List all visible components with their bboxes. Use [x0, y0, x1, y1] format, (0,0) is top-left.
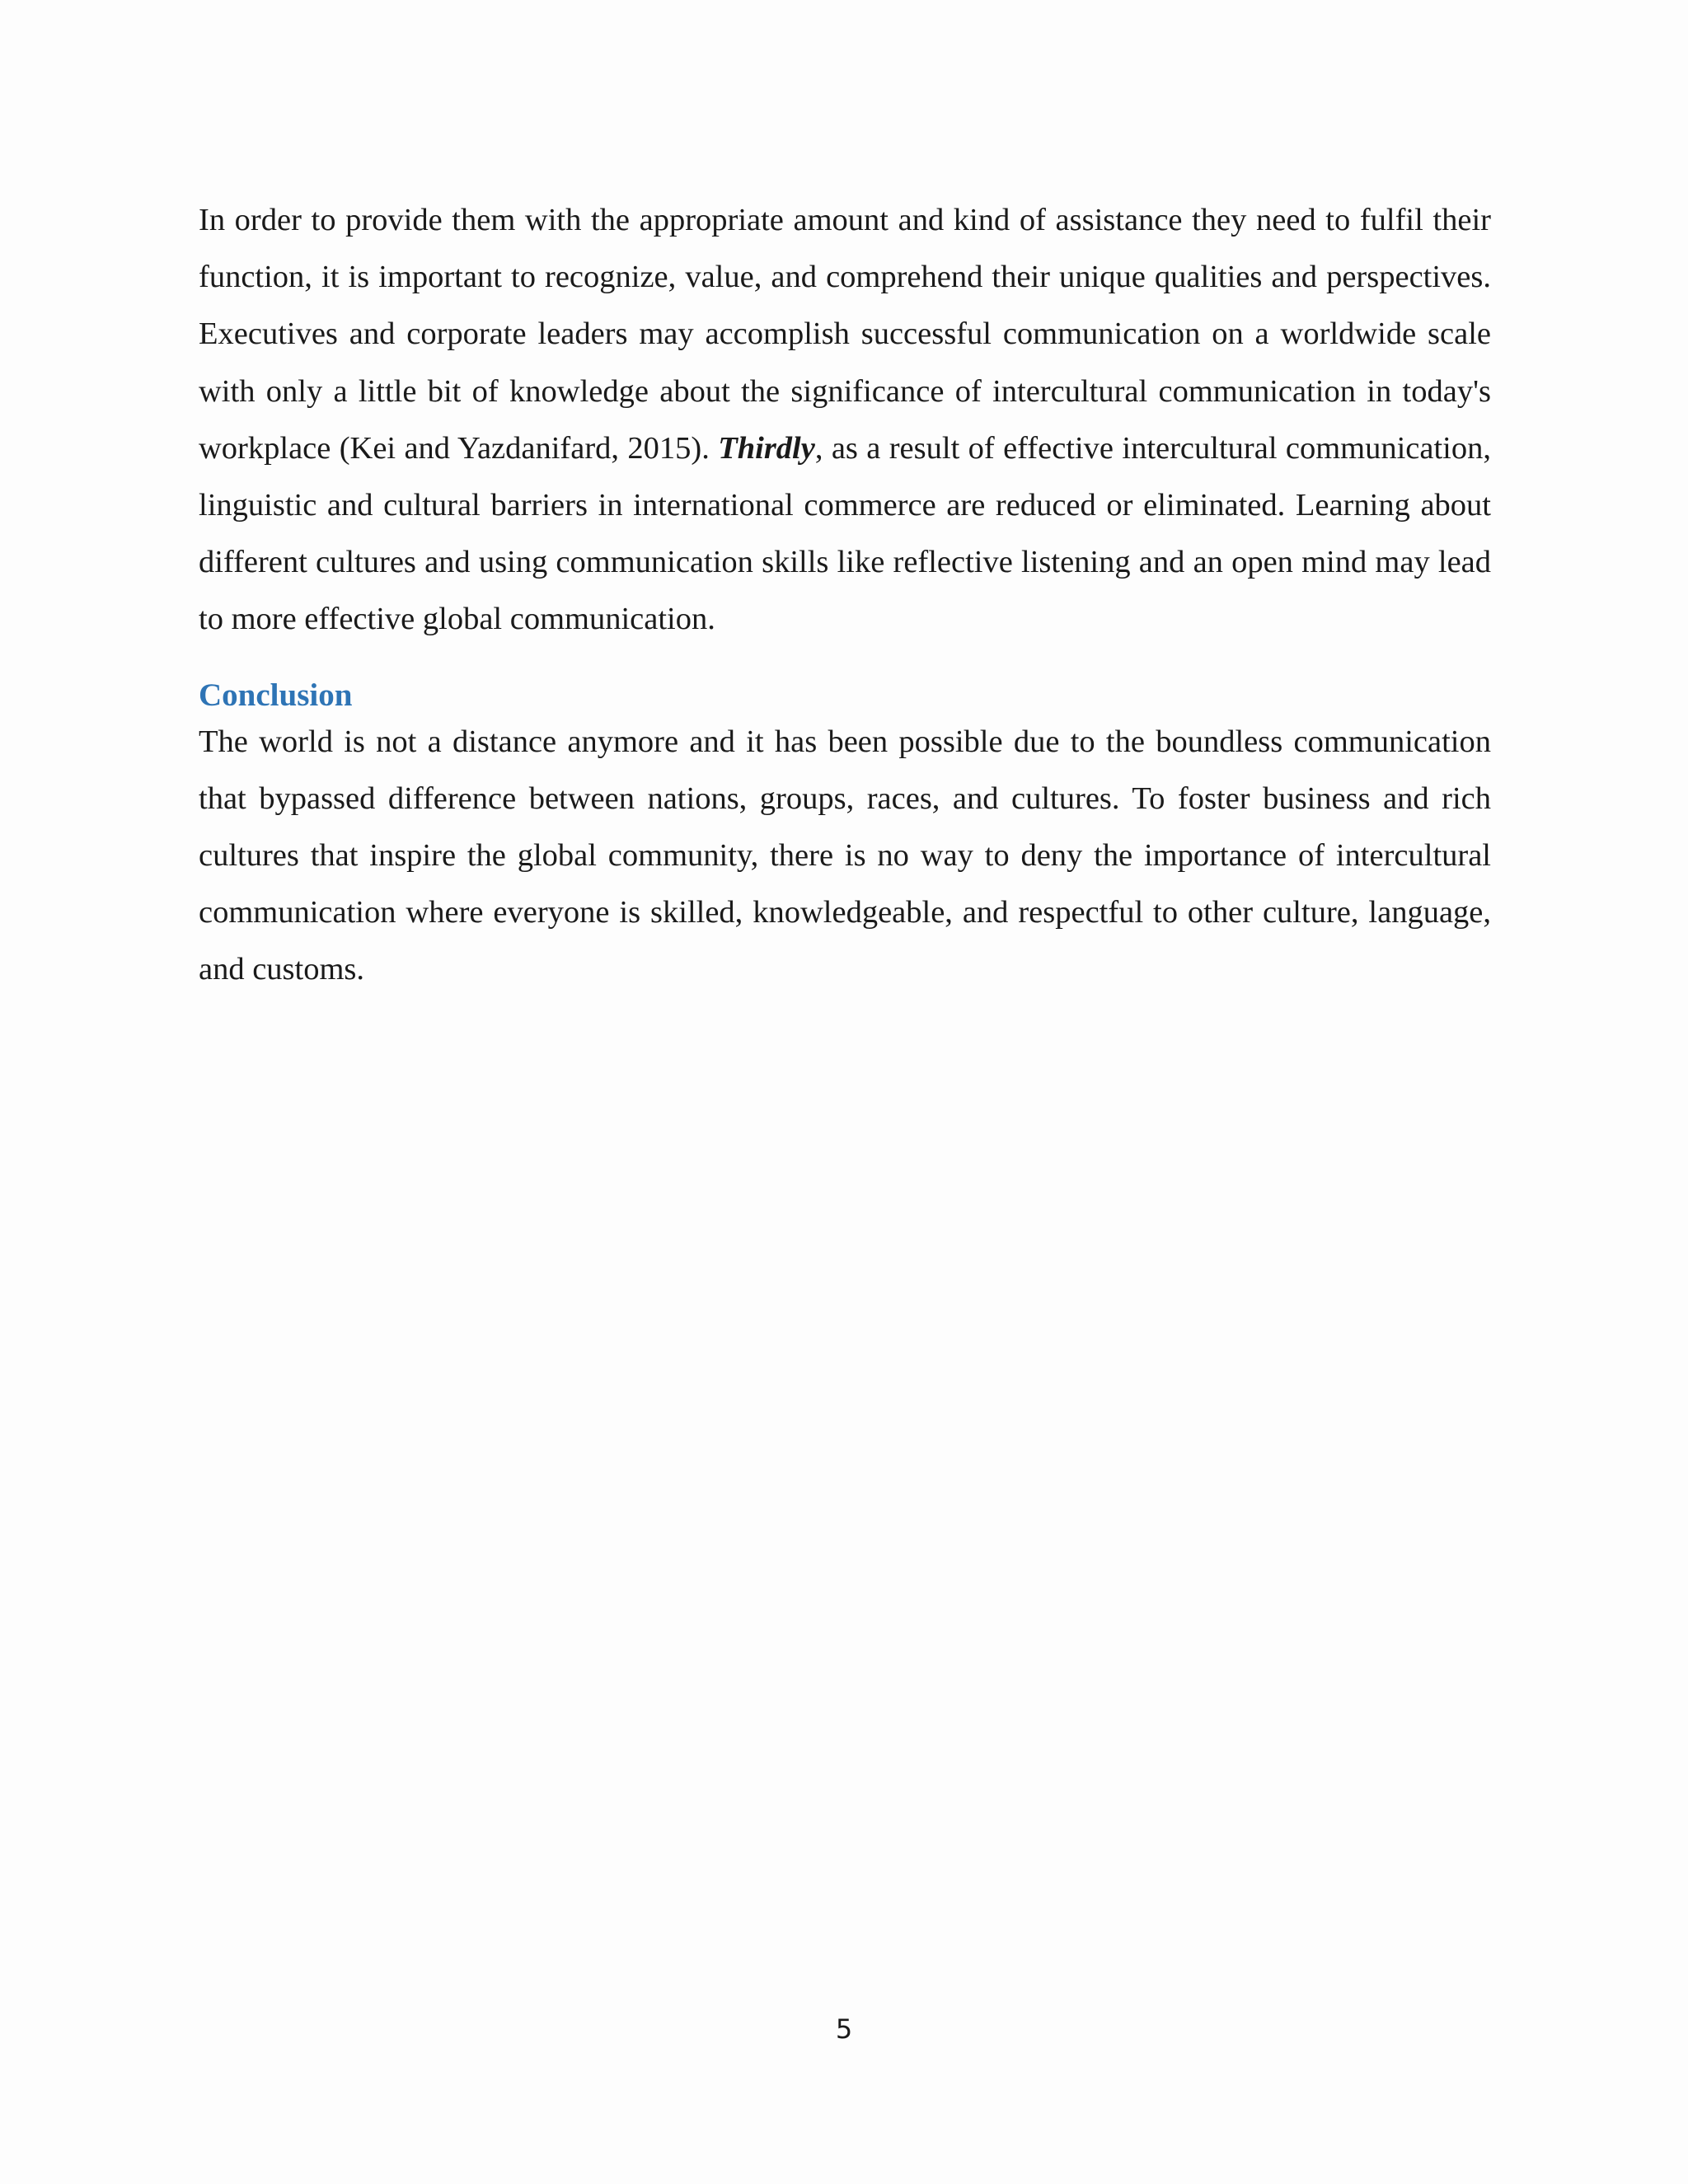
- paragraph-text-start: In order to provide them with the appropriate amount and kind of assistance they need to fulfil their function, it is important to recognize, value, and comprehend their unique qualities and perspectives. Executives and corporate leaders may accomplish successful communication on a worldwide scale with only a little bit of knowledge about the significance of intercultural communication in today's workplace (Kei and Yazdanifard, 2015).: [199, 203, 1491, 466]
- page-number: 5: [835, 2013, 853, 2045]
- section-heading: Conclusion: [199, 677, 353, 713]
- emphasized-word: Thirdly: [718, 430, 815, 466]
- paragraph-text-end: , as a result of effective intercultural communication, linguistic and cultural barriers in international commerce are reduced or eliminated. Learning about different cultures and using communication skills like reflective listening and an open mind may lead to more effective global communication.: [199, 430, 1492, 637]
- conclusion-paragraph: The world is not a distance anymore and it has been possible due to the boundless communication that bypassed difference between nations, groups, races, and cultures. To foster business and rich cultures that inspire the global community, there is no way to deny the importance of intercultural communication where everyone is skilled, knowledgeable, and respectful to other culture, language, and customs.: [199, 724, 1491, 987]
- document-body: [199, 192, 1491, 999]
- body-paragraph: [199, 192, 1491, 649]
